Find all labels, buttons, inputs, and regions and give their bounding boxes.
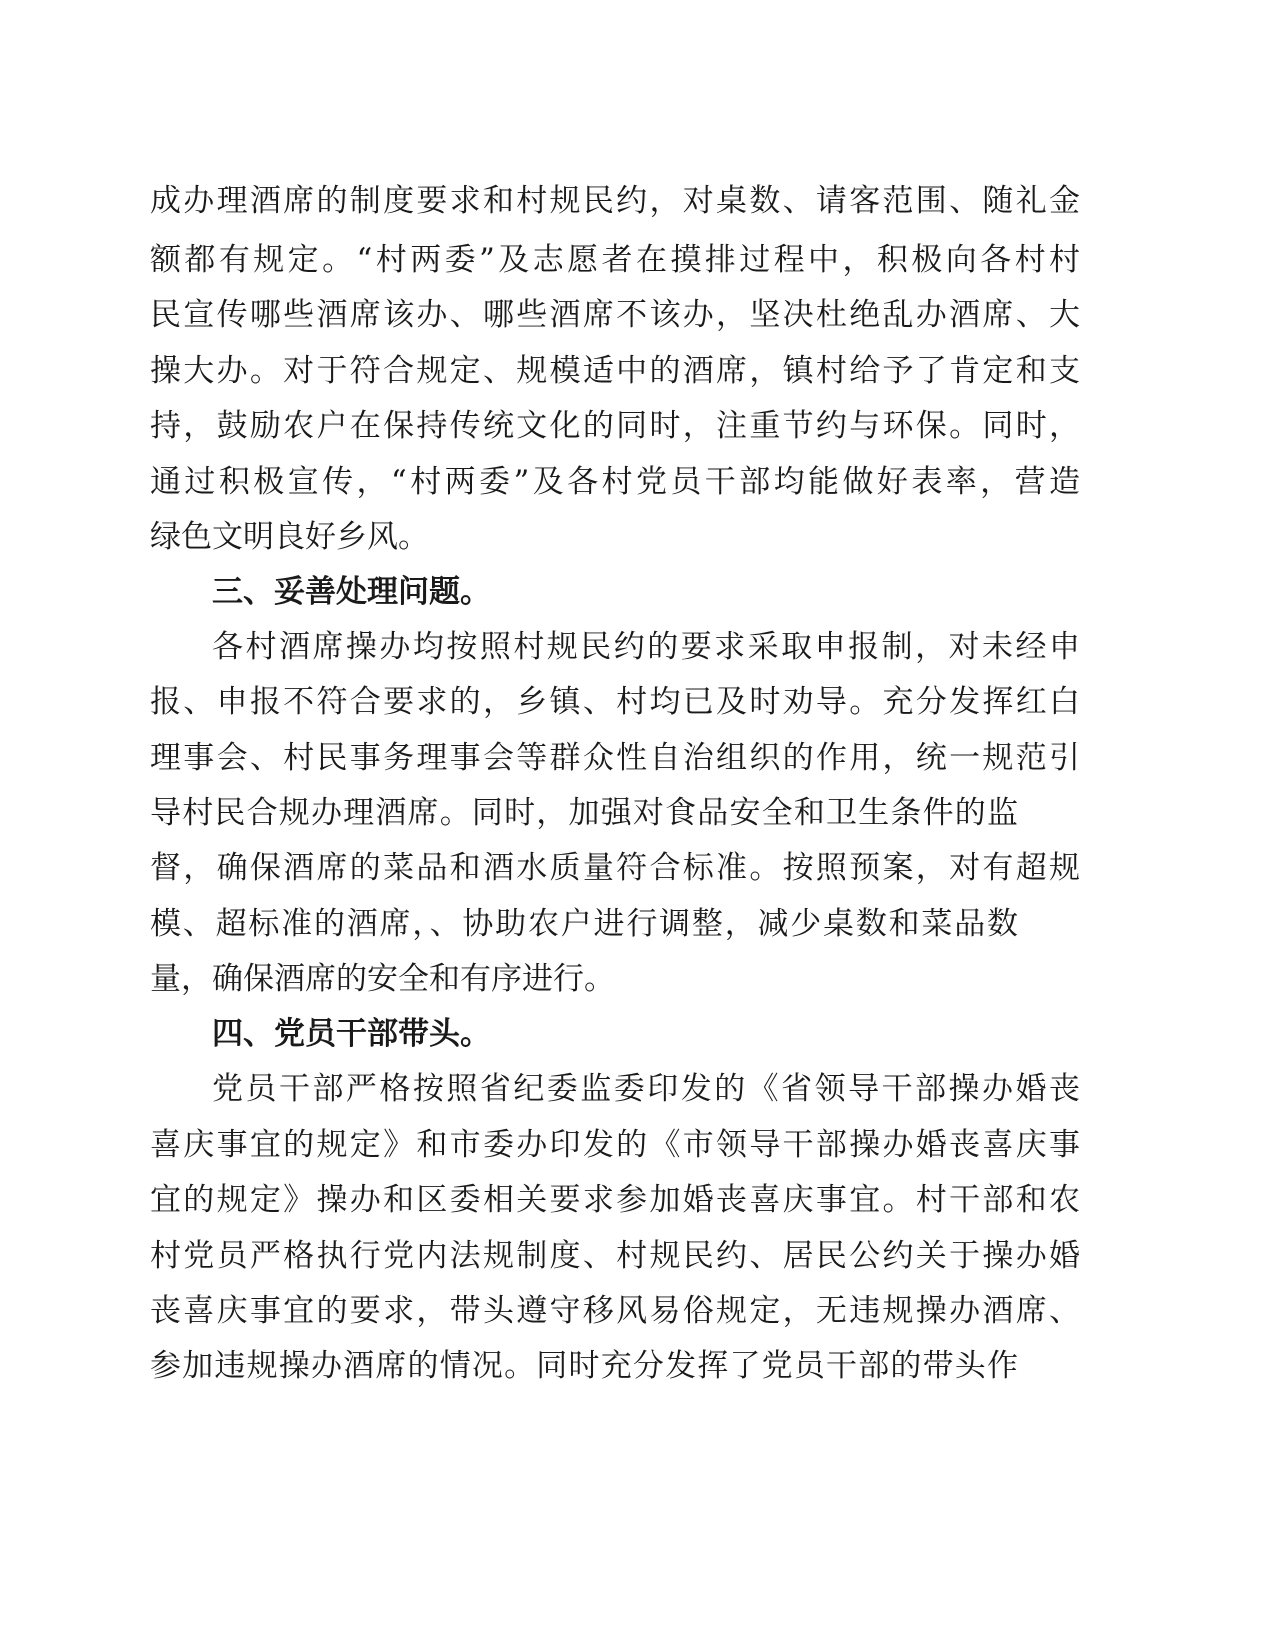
paragraph-4-line-4: 村党员严格执行党内法规制度、村规民约、居民公约关于操办婚: [150, 1238, 1080, 1274]
paragraph-3-line-4: 导村民合规办理酒席。同时，加强对食品安全和卫生条件的监: [150, 795, 1018, 831]
paragraph-3-line-1: 各村酒席操办均按照村规民约的要求采取申报制，对未经申: [212, 629, 1080, 665]
section-4-heading: 四、党员干部带头。: [212, 1016, 491, 1052]
paragraph-4-line-6: 参加违规操办酒席的情况。同时充分发挥了党员干部的带头作: [150, 1348, 1018, 1384]
paragraph-1-line-1: 成办理酒席的制度要求和村规民约，对桌数、请客范围、随礼金: [150, 183, 1080, 219]
document-page: [150, 0, 1080, 1650]
paragraph-4-line-2: 喜庆事宜的规定》和市委办印发的《市领导干部操办婚丧喜庆事: [150, 1127, 1080, 1163]
section-3-heading: 三、妥善处理问题。: [212, 574, 491, 610]
paragraph-3-line-7: 量，确保酒席的安全和有序进行。: [150, 961, 615, 997]
paragraph-3-line-5: 督，确保酒席的菜品和酒水质量符合标准。按照预案，对有超规: [150, 850, 1080, 886]
paragraph-1-line-3: 民宣传哪些酒席该办、哪些酒席不该办，坚决杜绝乱办酒席、大: [150, 297, 1080, 333]
paragraph-4-line-5: 丧喜庆事宜的要求，带头遵守移风易俗规定，无违规操办酒席、: [150, 1293, 1080, 1329]
paragraph-3-line-3: 理事会、村民事务理事会等群众性自治组织的作用，统一规范引: [150, 740, 1080, 776]
paragraph-1-line-7: 绿色文明良好乡风。: [150, 519, 429, 555]
paragraph-1-line-4: 操大办。对于符合规定、规模适中的酒席，镇村给予了肯定和支: [150, 353, 1080, 389]
paragraph-4-line-1: 党员干部严格按照省纪委监委印发的《省领导干部操办婚丧: [212, 1071, 1080, 1107]
paragraph-1-line-6: 通过积极宣传，“村两委”及各村党员干部均能做好表率，营造: [150, 464, 1080, 500]
paragraph-1-line-2: 额都有规定。“村两委”及志愿者在摸排过程中，积极向各村村: [150, 242, 1080, 278]
paragraph-4-line-3: 宜的规定》操办和区委相关要求参加婚丧喜庆事宜。村干部和农: [150, 1182, 1080, 1218]
paragraph-3-line-6: 模、超标准的酒席，、协助农户进行调整，减少桌数和菜品数: [150, 906, 1018, 942]
paragraph-3-line-2: 报、申报不符合要求的，乡镇、村均已及时劝导。充分发挥红白: [150, 684, 1080, 720]
paragraph-1-line-5: 持，鼓励农户在保持传统文化的同时，注重节约与环保。同时，: [150, 408, 1080, 444]
